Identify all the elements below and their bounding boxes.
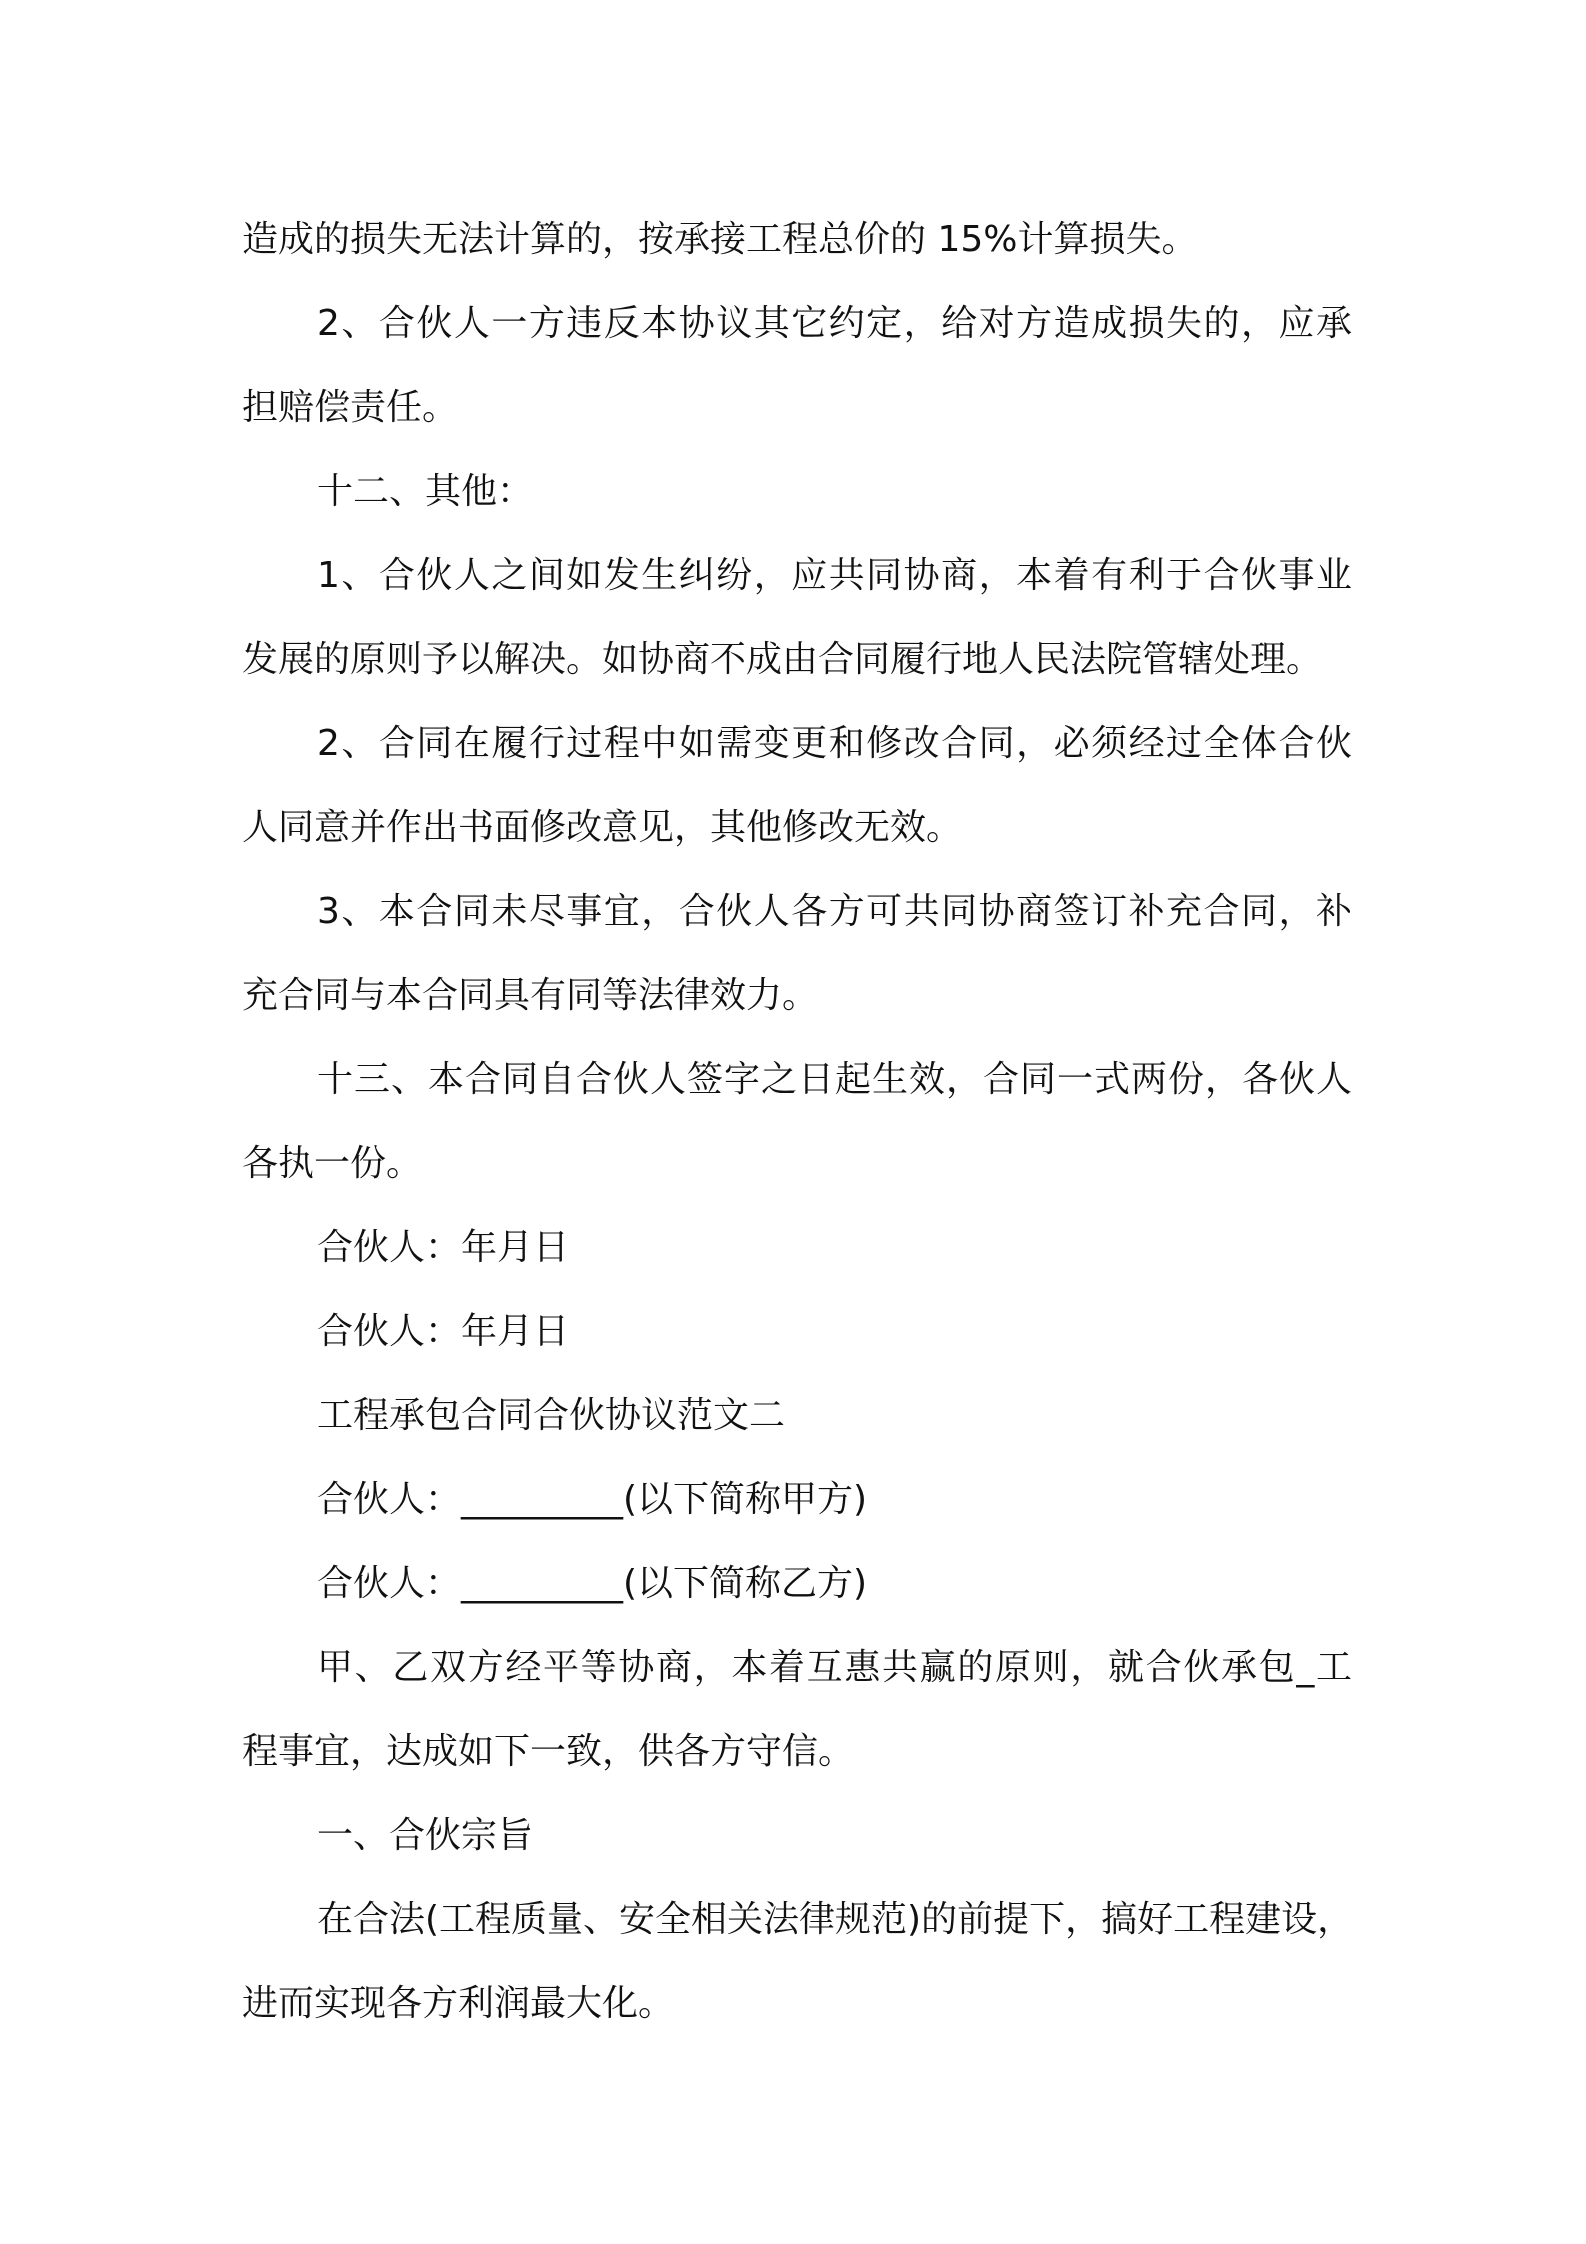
party-a-line: 合伙人：_________(以下简称甲方) — [317, 1479, 868, 1520]
text-line-21: 在合法(工程质量、安全相关法律规范)的前提下，搞好工程建设， — [317, 1899, 1354, 1940]
section-heading-13: 十三、本合同自合伙人签字之日起生效，合同一式两份，各伙人 — [317, 1059, 1352, 1100]
signature-line-2: 合伙人：年月日 — [317, 1311, 570, 1352]
text-line-1: 造成的损失无法计算的，按承接工程总价的 15%计算损失。 — [242, 219, 1198, 260]
document-subtitle: 工程承包合同合伙协议范文二 — [317, 1395, 786, 1436]
text-line-18: 甲、乙双方经平等协商，本着互惠共赢的原则，就合伙承包_工 — [317, 1647, 1352, 1688]
text-line-2: 2、合伙人一方违反本协议其它约定，给对方造成损失的，应承 — [317, 303, 1352, 344]
text-line-3: 担赔偿责任。 — [242, 387, 459, 428]
text-line-19: 程事宜，达成如下一致，供各方守信。 — [242, 1731, 855, 1772]
text-line-7: 2、合同在履行过程中如需变更和修改合同，必须经过全体合伙 — [317, 723, 1352, 764]
party-b-line: 合伙人：_________(以下简称乙方) — [317, 1563, 868, 1604]
text-line-6: 发展的原则予以解决。如协商不成由合同履行地人民法院管辖处理。 — [242, 639, 1323, 680]
signature-line-1: 合伙人：年月日 — [317, 1227, 570, 1268]
text-line-10: 充合同与本合同具有同等法律效力。 — [242, 975, 819, 1016]
section-heading-12: 十二、其他： — [317, 471, 534, 512]
text-line-22: 进而实现各方利润最大化。 — [242, 1983, 675, 2024]
section-heading-1: 一、合伙宗旨 — [317, 1815, 534, 1856]
text-line-12: 各执一份。 — [242, 1143, 423, 1184]
text-line-9: 3、本合同未尽事宜，合伙人各方可共同协商签订补充合同，补 — [317, 891, 1352, 932]
text-line-8: 人同意并作出书面修改意见，其他修改无效。 — [242, 807, 963, 848]
text-line-5: 1、合伙人之间如发生纠纷，应共同协商，本着有利于合伙事业 — [317, 555, 1352, 596]
document-body — [242, 198, 1352, 2046]
